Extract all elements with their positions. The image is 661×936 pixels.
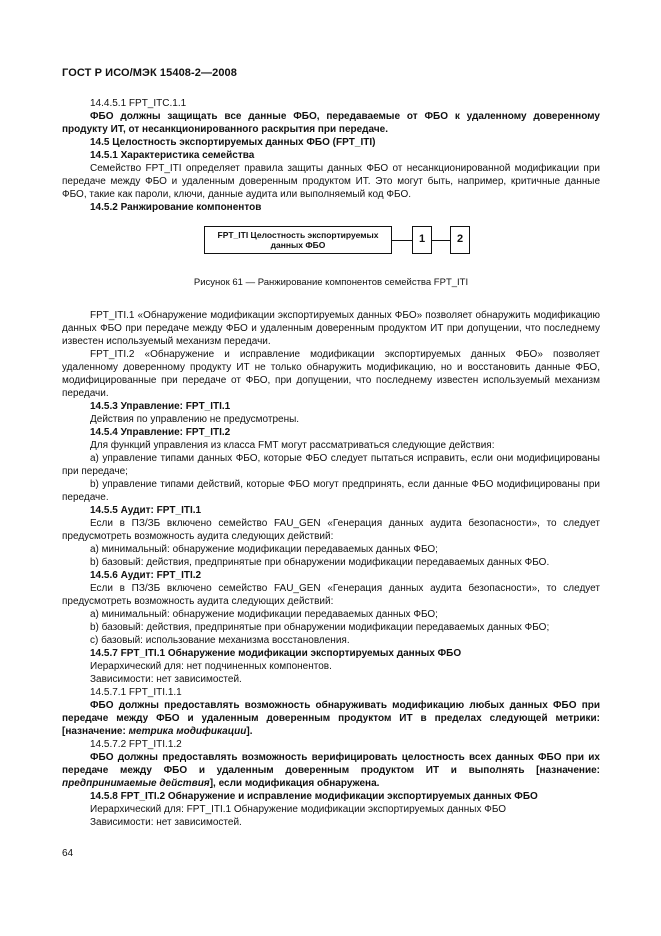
list-item: c) базовый: использование механизма восстановления.: [90, 635, 350, 646]
requirement-part: ], если модификация обнаружена.: [209, 778, 380, 789]
connector-line: [432, 240, 450, 241]
list-item: b) базовый: действия, предпринятые при обнаружении модификации передаваемых данных ФБО;: [90, 622, 550, 633]
clause-number: 14.4.5.1 FPT_ITC.1.1: [90, 98, 187, 109]
assignment-placeholder: предпринимаемые действия: [62, 778, 210, 789]
family-box: FPT_ITI Целостность экспортируемых данных ФБО: [204, 226, 392, 254]
requirement-part: ].: [246, 726, 253, 737]
clause-number: 14.5.7.2 FPT_ITI.1.2: [90, 739, 182, 750]
paragraph: Зависимости: нет зависимостей.: [90, 817, 242, 828]
subsection-heading: 14.5.8 FPT_ITI.2 Обнаружение и исправление модификации экспортируемых данных ФБО: [90, 791, 538, 802]
assignment-placeholder: метрика модификации: [128, 726, 247, 737]
paragraph: FPT_ITI.1 «Обнаружение модификации экспортируемых данных ФБО» позволяет обнаружить модификацию данных ФБО при передаче между ФБО и удаленным доверенным продуктом ИТ при допущении, что последнему известен используемый механизм передачи.: [62, 310, 600, 347]
page-number: 64: [62, 848, 74, 859]
document-header: ГОСТ Р ИСО/МЭК 15408-2—2008: [62, 67, 237, 79]
paragraph: Иерархический для: FPT_ITI.1 Обнаружение модификации экспортируемых данных ФБО: [90, 804, 507, 815]
section-heading: 14.5 Целостность экспортируемых данных ФБО (FPT_ITI): [90, 137, 376, 148]
list-item: а) минимальный: обнаружение модификации передаваемых данных ФБО;: [90, 609, 438, 620]
requirement-part: ФБО должны предоставлять возможность обнаруживать модификацию любых данных ФБО при передаче между ФБО и удаленным доверенным продуктом ИТ в пределах следующей метрики: [назначение:: [62, 700, 600, 737]
component-level-2: 2: [450, 226, 470, 254]
subsection-heading: 14.5.5 Аудит: FPT_ITI.1: [90, 505, 202, 516]
clause-number: 14.5.7.1 FPT_ITI.1.1: [90, 687, 182, 698]
subsection-heading: 14.5.4 Управление: FPT_ITI.2: [90, 427, 231, 438]
list-item: a) управление типами данных ФБО, которые ФБО следует пытаться исправить, если они модифицированы при передаче;: [62, 453, 600, 477]
paragraph: Действия по управлению не предусмотрены.: [90, 414, 300, 425]
list-item: b) базовый: действия, предпринятые при обнаружении модификации передаваемых данных ФБО.: [90, 557, 550, 568]
paragraph: Если в ПЗ/ЗБ включено семейство FAU_GEN «Генерация данных аудита безопасности», то следует предусмотреть возможность аудита следующих действий:: [62, 583, 600, 607]
paragraph: Для функций управления из класса FMT могут рассматриваться следующие действия:: [90, 440, 495, 451]
subsection-heading: 14.5.6 Аудит: FPT_ITI.2: [90, 570, 202, 581]
subsection-heading: 14.5.3 Управление: FPT_ITI.1: [90, 401, 231, 412]
subsection-heading: 14.5.7 FPT_ITI.1 Обнаружение модификации экспортируемых данных ФБО: [90, 648, 462, 659]
list-item: b) управление типами действий, которые ФБО могут предпринять, если данные ФБО модифицированы при передаче.: [62, 479, 600, 503]
figure-caption: Рисунок 61 — Ранжирование компонентов семейства FPT_ITI: [193, 277, 469, 288]
subsection-heading: 14.5.2 Ранжирование компонентов: [90, 202, 262, 213]
component-level-1: 1: [412, 226, 432, 254]
paragraph: Иерархический для: нет подчиненных компонентов.: [90, 661, 332, 672]
requirement-text: [62, 751, 600, 790]
connector-line: [392, 240, 412, 241]
paragraph: Зависимости: нет зависимостей.: [90, 674, 242, 685]
paragraph: FPT_ITI.2 «Обнаружение и исправление модификации экспортируемых данных ФБО» позволяет удаленному доверенному продукту ИТ не только обнаружить модификацию, но и восстановить данные ФБО, модифицированные при передаче от ФБО, при допущении, что последнему известен используемый механизм передачи.: [62, 349, 600, 399]
requirement-text: [62, 699, 600, 738]
requirement-part: ФБО должны предоставлять возможность верифицировать целостность всех данных ФБО при их передаче между ФБО и удаленным доверенным продуктом ИТ и выполнять [назначение:: [62, 752, 600, 776]
requirement-text: ФБО должны защищать все данные ФБО, передаваемые от ФБО к удаленному доверенному продукту ИТ, от несанкционированного раскрытия при передаче.: [62, 111, 600, 135]
list-item: а) минимальный: обнаружение модификации передаваемых данных ФБО;: [90, 544, 438, 555]
subsection-heading: 14.5.1 Характеристика семейства: [90, 150, 255, 161]
page-content: [62, 97, 600, 829]
paragraph: Если в ПЗ/ЗБ включено семейство FAU_GEN «Генерация данных аудита безопасности», то следует предусмотреть возможность аудита следующих действий:: [62, 518, 600, 542]
paragraph: Семейство FPT_ITI определяет правила защиты данных ФБО от несанкционированной модификации при передаче между ФБО и удаленным доверенным продуктом ИТ. Это могут быть, например, критичные данные ФБО, такие как пароли, ключи, данные аудита или выполняемый код ФБО.: [62, 163, 600, 200]
component-leveling-figure: [62, 216, 600, 276]
